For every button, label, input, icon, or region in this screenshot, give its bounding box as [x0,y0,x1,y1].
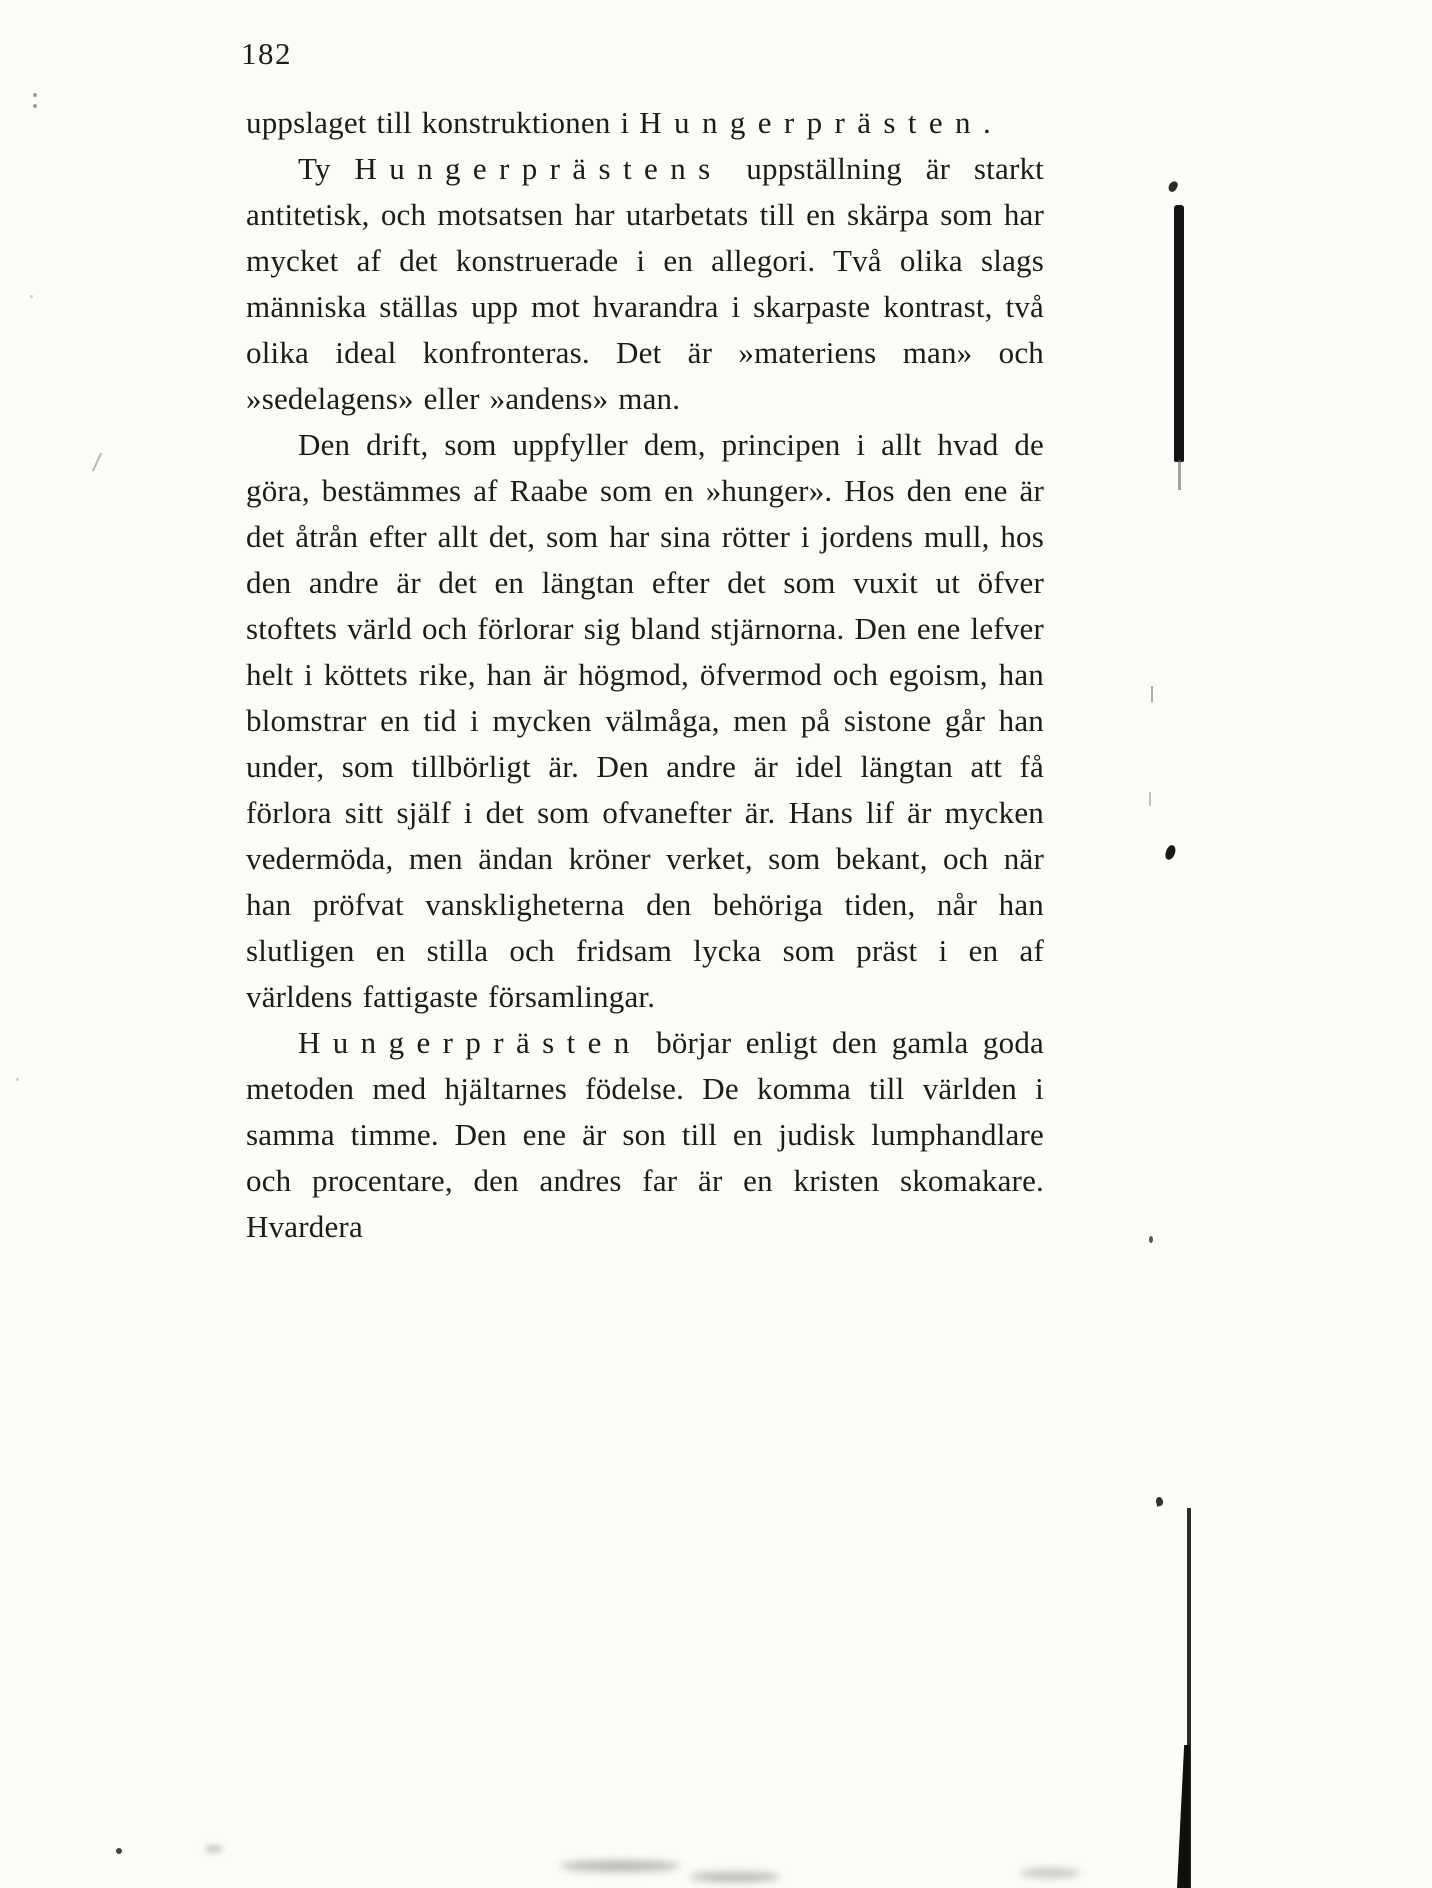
letterspaced-emphasis-text: Hungerprästen [298,1025,642,1060]
binding-shadow-tail [1178,460,1181,490]
scan-smudge [205,1845,223,1853]
binding-shadow-bottom [1187,1508,1191,1888]
letterspaced-emphasis-text: Hungerprästens [354,151,723,186]
paragraph [246,1020,1044,1250]
ink-speck [16,1078,19,1081]
paragraph [246,146,1044,422]
scan-smudge [1020,1868,1080,1878]
page-number: 182 [241,36,292,71]
body-text: Den drift, som uppfyller dem, principen i allt hvad de göra, bestämmes af Raabe som en »hunger». Hos den ene är det åtrån efter allt det, som har sina rötter i jordens mull, hos den andre är det en längtan efter det som vuxit ut öfver stoftets värld och förlorar sig bland stjärnorna. Den ene lefver helt i köttets rike, han är högmod, öfvermod och egoism, han blomstrar en tid i mycken välmåga, men på sistone går han under, som tillbörligt är. Den andre är idel längtan att få förlora sitt själf i det som ofvanefter är. Hans lif är mycken vedermöda, men ändan kröner verket, som bekant, och när han pröfvat vanskligheterna den behöriga tiden, når han slutligen en stilla och fridsam lycka som präst i en af världens fattigaste församlingar. [246,427,1044,1014]
ink-speck [92,453,102,472]
body-text: börjar enligt den gamla goda metoden med hjältarnes födelse. De komma till världen i samma timme. Den ene är son till en judisk lumphandlare och procentare, den andres far är en kristen skomakare. Hvardera [246,1025,1044,1244]
ink-speck [1164,844,1177,861]
text-block [246,100,1044,1250]
ink-speck [116,1848,122,1854]
ink-speck [33,104,37,108]
scan-smudge [560,1860,680,1872]
body-text: uppställning är starkt antitetisk, och motsatsen har utarbetats till en skärpa som har mycket af det konstruerade i en allegori. Två olika slags människa ställas upp mot hvarandra i skarpaste kontrast, två olika ideal konfronteras. Det är »materiens man» och »sedelagens» eller »andens» man. [246,151,1044,416]
body-text: Ty [298,151,355,186]
paragraph [246,100,1044,146]
letterspaced-emphasis-text: Hungerprästen. [639,105,1004,140]
scan-smudge [690,1872,780,1882]
ink-speck [1155,1496,1164,1507]
ink-speck [30,295,33,298]
paragraph [246,422,1044,1020]
ink-speck [1149,792,1151,806]
ink-speck [33,93,37,97]
ink-speck [1149,1236,1153,1243]
body-text: uppslaget till konstruktionen i [246,105,640,140]
binding-shadow-top [1174,205,1184,462]
ink-speck [1151,686,1153,702]
binding-shadow-bottom-wedge [1177,1745,1190,1888]
ink-speck [1167,180,1179,193]
